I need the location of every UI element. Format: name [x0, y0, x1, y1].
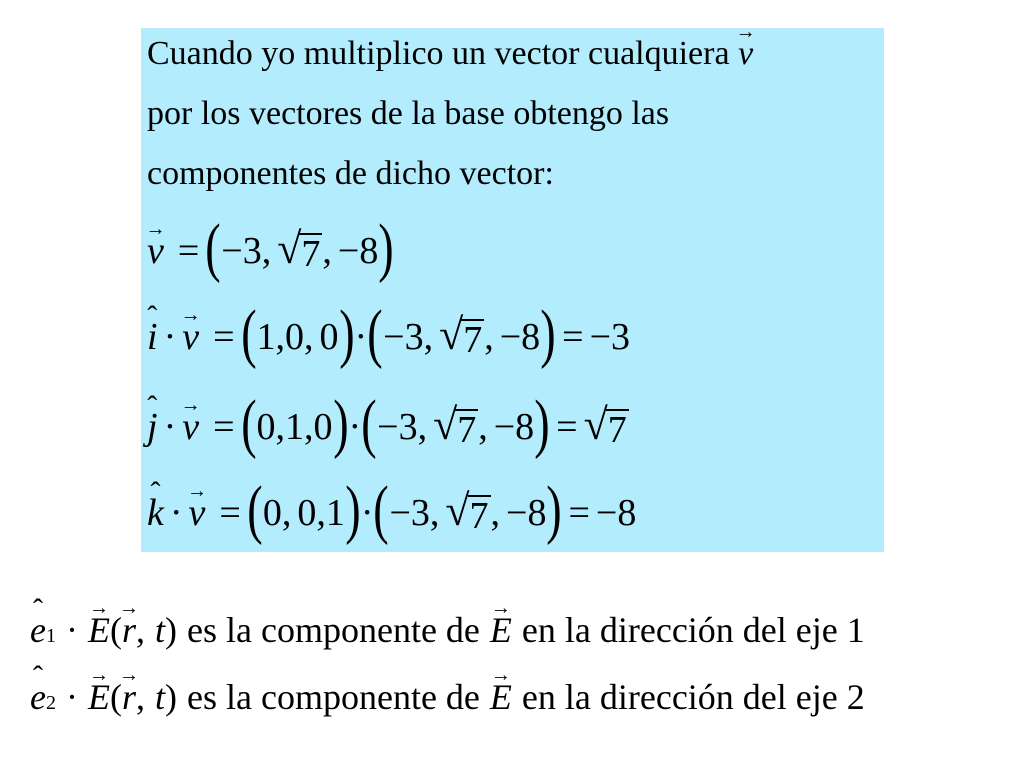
equals-sign: =: [568, 492, 590, 534]
equation-i-dot-v: i ˆ · v → = ( 1 , 0 , 0 ) · ( −3 , √ 7 , −8 ) = −3: [147, 314, 630, 360]
equals-sign: =: [177, 230, 200, 272]
statement-line-1: e ˆ 1 · E → ( r → , t ) es la componente de E → en la dirección del eje 1: [30, 608, 865, 658]
component-1: −3: [389, 492, 430, 534]
field-vector-E: E →: [88, 675, 110, 719]
open-paren: (: [205, 211, 221, 284]
equals-sign: =: [213, 316, 235, 358]
dot-operator: ·: [65, 677, 78, 717]
intro-line-3: componentes de dicho vector:: [147, 155, 554, 192]
base-component-1: 1: [256, 316, 276, 358]
result-radicand: 7: [607, 409, 627, 451]
component-1: −3: [221, 230, 262, 272]
base-component-2: 1: [285, 406, 305, 448]
dot-operator: ·: [360, 492, 374, 534]
result-value: −3: [589, 316, 631, 358]
intro-text-1: Cuando yo multiplico un vector cualquiera: [147, 35, 730, 72]
component-1: −3: [377, 406, 418, 448]
component-3: −8: [337, 230, 379, 272]
equals-sign: =: [213, 406, 235, 448]
vector-v-symbol: v →: [738, 34, 753, 74]
base-component-2: 0: [297, 492, 317, 534]
radicand: 7: [463, 319, 483, 361]
unit-vector-e: e ˆ: [30, 675, 46, 719]
unit-vector-e: e ˆ: [30, 608, 46, 652]
equals-sign: =: [562, 316, 584, 358]
equation-v-definition: v → = ( −3 , √ 7 , −8 ): [147, 228, 394, 274]
dot-operator: ·: [65, 610, 78, 650]
statement-line-2: e ˆ 2 · E → ( r → , t ) es la componente de E → en la dirección del eje 2: [30, 675, 865, 725]
sqrt-component: √ 7: [277, 224, 321, 275]
equals-sign: =: [219, 492, 241, 534]
equals-sign: =: [556, 406, 578, 448]
base-component-3: 0: [313, 406, 333, 448]
equation-j-dot-v: j ˆ · v → = ( 0 , 1 , 0 ) · ( −3 , √ 7 , −8 ) = √ 7: [147, 404, 629, 450]
time-variable-t: t: [155, 610, 166, 650]
base-component-1: 0: [262, 492, 282, 534]
component-3: −8: [506, 492, 547, 534]
equation-k-dot-v: k ˆ · v → = ( 0 , 0 , 1 ) · ( −3 , √ 7 , −8 ) = −8: [147, 490, 636, 536]
base-component-1: 0: [256, 406, 276, 448]
radicand: 7: [469, 495, 489, 537]
field-vector-E: E →: [490, 675, 512, 719]
radicand: 7: [301, 233, 321, 275]
component-3: −8: [493, 406, 535, 448]
component-1: −3: [383, 316, 424, 358]
vector-v-symbol: v →: [189, 490, 206, 536]
dot-operator: ·: [348, 406, 362, 448]
dot-operator: ·: [354, 316, 368, 358]
result-value: −8: [595, 492, 637, 534]
statement-text-2: en la dirección del eje 1: [521, 610, 865, 650]
base-component-3: 0: [319, 316, 339, 358]
radicand: 7: [457, 409, 477, 451]
unit-vector-j: j ˆ: [147, 404, 158, 450]
dot-operator: ·: [169, 492, 183, 534]
position-vector-r: r →: [122, 608, 136, 652]
position-vector-r: r →: [122, 675, 136, 719]
dot-operator: ·: [163, 316, 177, 358]
component-3: −8: [499, 316, 541, 358]
result-sqrt: √ 7: [583, 400, 627, 451]
statement-text-2: en la dirección del eje 2: [521, 677, 865, 717]
unit-vector-k: k ˆ: [147, 490, 164, 536]
dot-operator: ·: [163, 406, 177, 448]
vector-v-symbol: v →: [182, 404, 199, 450]
base-component-2: 0: [285, 316, 305, 358]
intro-line-2: por los vectores de la base obtengo las: [147, 95, 670, 132]
statement-text: es la componente de: [187, 610, 480, 650]
highlight-box: [141, 28, 884, 552]
vector-v-symbol: v →: [182, 314, 199, 360]
subscript-index: 1: [45, 625, 56, 647]
base-component-3: 1: [325, 492, 345, 534]
intro-line-1: [147, 34, 753, 74]
close-paren: ): [378, 211, 395, 284]
statement-text: es la componente de: [187, 677, 480, 717]
time-variable-t: t: [155, 677, 166, 717]
field-vector-E: E →: [88, 608, 110, 652]
field-vector-E: E →: [490, 608, 512, 652]
vector-v-symbol: v →: [147, 228, 164, 274]
unit-vector-i: i ˆ: [147, 314, 158, 360]
subscript-index: 2: [45, 692, 56, 714]
